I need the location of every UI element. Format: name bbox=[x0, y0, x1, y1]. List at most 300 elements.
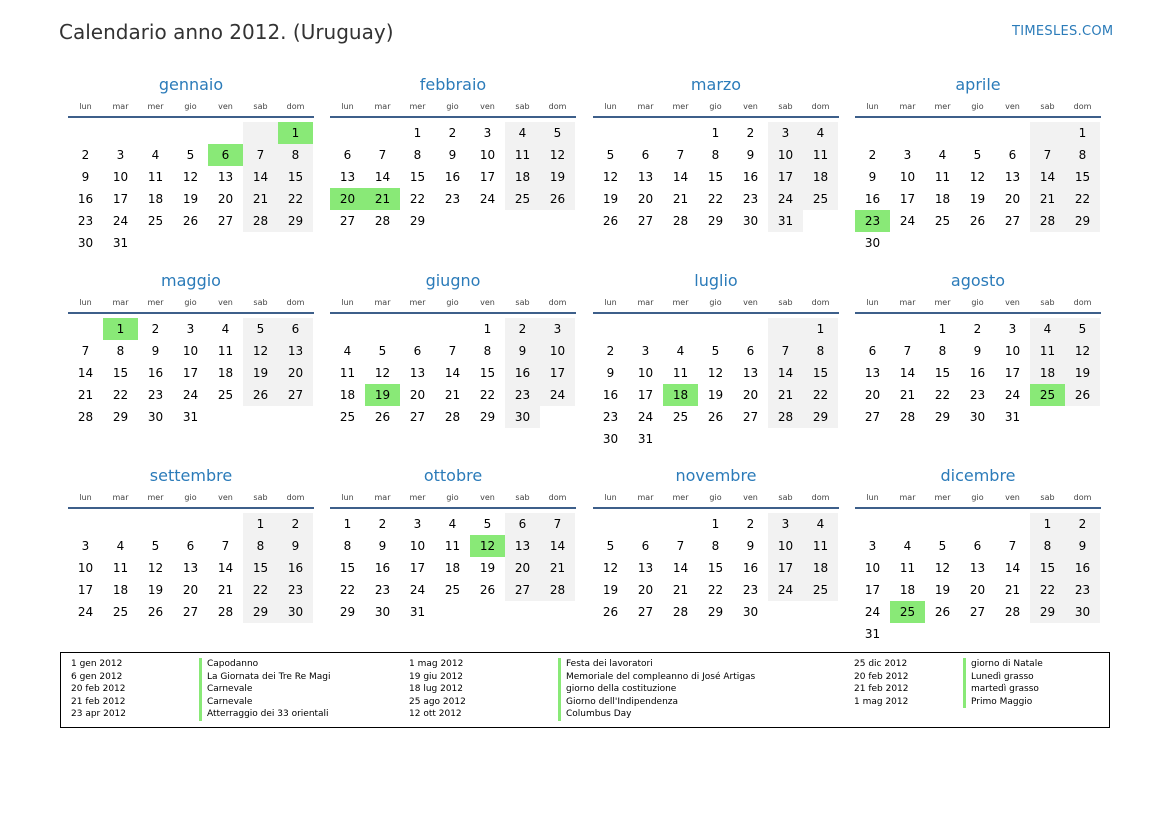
day-cell: 12 bbox=[243, 340, 278, 362]
legend-date: 1 gen 2012 bbox=[71, 659, 123, 669]
day-cell: 20 bbox=[864, 388, 881, 402]
day-cell: 8 bbox=[1065, 144, 1100, 166]
day-cell: 21 bbox=[672, 583, 689, 597]
day-cell: 26 bbox=[243, 384, 278, 406]
day-cell: 25 bbox=[672, 410, 689, 424]
week-row bbox=[593, 122, 839, 144]
weekday-label: mer bbox=[934, 298, 951, 307]
day-cell: 16 bbox=[969, 366, 986, 380]
day-cell: 24 bbox=[479, 192, 496, 206]
week-row bbox=[68, 535, 314, 557]
day-cell: 3 bbox=[903, 148, 912, 162]
weekday-label: gio bbox=[184, 298, 197, 307]
day-cell: 23 bbox=[969, 388, 986, 402]
day-cell: 10 bbox=[112, 170, 129, 184]
day-cell: 4 bbox=[938, 148, 947, 162]
week-row bbox=[330, 601, 576, 623]
day-cell: 1 bbox=[243, 513, 278, 535]
day-cell: 2 bbox=[278, 513, 313, 535]
day-cell: 14 bbox=[217, 561, 234, 575]
day-cell: 13 bbox=[742, 366, 759, 380]
day-cell: 31 bbox=[409, 605, 426, 619]
day-cell: 15 bbox=[339, 561, 356, 575]
day-cell: 20 bbox=[969, 583, 986, 597]
week-row bbox=[68, 601, 314, 623]
empty-cell bbox=[855, 318, 890, 340]
day-cell: 2 bbox=[151, 322, 160, 336]
week-row bbox=[330, 188, 576, 210]
legend-date: 21 feb 2012 bbox=[71, 696, 126, 707]
day-cell: 12 bbox=[470, 535, 505, 557]
day-cell: 2 bbox=[81, 148, 90, 162]
weekday-label: ven bbox=[1005, 102, 1020, 111]
day-cell: 4 bbox=[505, 122, 540, 144]
day-cell: 21 bbox=[540, 557, 575, 579]
legend-holiday-name: Capodanno bbox=[199, 658, 330, 671]
empty-cell bbox=[593, 513, 628, 535]
day-cell: 20 bbox=[1004, 192, 1021, 206]
empty-cell bbox=[208, 122, 243, 144]
day-cell: 16 bbox=[864, 192, 881, 206]
day-cell: 27 bbox=[217, 214, 234, 228]
day-cell: 28 bbox=[374, 214, 391, 228]
empty-cell bbox=[68, 122, 103, 144]
month-name: aprile bbox=[955, 75, 1001, 94]
weekday-label: mar bbox=[374, 493, 391, 502]
week-row bbox=[593, 557, 839, 579]
day-cell: 24 bbox=[864, 605, 881, 619]
day-cell: 20 bbox=[330, 188, 365, 210]
day-cell: 31 bbox=[182, 410, 199, 424]
day-cell: 27 bbox=[969, 605, 986, 619]
weekday-label: ven bbox=[1005, 298, 1020, 307]
day-cell: 22 bbox=[243, 579, 278, 601]
weekday-label: lun bbox=[604, 298, 617, 307]
day-cell: 16 bbox=[374, 561, 391, 575]
day-cell: 4 bbox=[1030, 318, 1065, 340]
weekday-label: dom bbox=[548, 102, 567, 111]
day-cell: 18 bbox=[147, 192, 164, 206]
day-cell: 8 bbox=[711, 148, 720, 162]
day-cell: 3 bbox=[116, 148, 125, 162]
day-cell: 24 bbox=[768, 188, 803, 210]
header-rule bbox=[68, 507, 314, 509]
day-cell: 14 bbox=[444, 366, 461, 380]
day-cell: 16 bbox=[602, 388, 619, 402]
weekday-label: dom bbox=[1073, 493, 1092, 502]
day-cell: 26 bbox=[1065, 384, 1100, 406]
day-cell: 12 bbox=[374, 366, 391, 380]
legend-holiday-name: Atterraggio dei 33 orientali bbox=[199, 708, 330, 721]
week-row bbox=[855, 144, 1101, 166]
week-row bbox=[68, 144, 314, 166]
weekday-header bbox=[68, 100, 314, 114]
day-cell: 10 bbox=[479, 148, 496, 162]
day-cell: 28 bbox=[672, 605, 689, 619]
empty-cell bbox=[505, 601, 540, 623]
legend-holiday-name: Columbus Day bbox=[558, 708, 755, 721]
day-cell: 9 bbox=[973, 344, 982, 358]
day-cell: 11 bbox=[505, 144, 540, 166]
day-cell: 21 bbox=[899, 388, 916, 402]
legend-date: 12 ott 2012 bbox=[409, 709, 462, 719]
day-grid bbox=[593, 122, 839, 232]
weekday-label: mer bbox=[934, 493, 951, 502]
day-cell: 15 bbox=[707, 561, 724, 575]
day-cell: 1 bbox=[938, 322, 947, 336]
day-cell: 5 bbox=[540, 122, 575, 144]
day-cell: 16 bbox=[742, 170, 759, 184]
legend-date: 21 feb 2012 bbox=[854, 684, 909, 694]
day-cell: 15 bbox=[1065, 166, 1100, 188]
day-cell: 20 bbox=[742, 388, 759, 402]
week-row bbox=[68, 210, 314, 232]
day-cell: 29 bbox=[1065, 210, 1100, 232]
day-cell: 8 bbox=[116, 344, 125, 358]
day-cell: 25 bbox=[217, 388, 234, 402]
weekday-label: mer bbox=[147, 102, 164, 111]
day-cell: 18 bbox=[899, 583, 916, 597]
weekday-label: mar bbox=[112, 298, 129, 307]
week-row bbox=[855, 557, 1101, 579]
weekday-header bbox=[593, 296, 839, 310]
day-cell: 15 bbox=[243, 557, 278, 579]
day-cell: 14 bbox=[768, 362, 803, 384]
empty-cell bbox=[173, 513, 208, 535]
weekday-header bbox=[855, 296, 1101, 310]
day-cell: 22 bbox=[803, 384, 838, 406]
month-name: marzo bbox=[690, 75, 742, 94]
empty-cell bbox=[628, 122, 663, 144]
month-name: settembre bbox=[149, 466, 233, 485]
empty-cell bbox=[173, 122, 208, 144]
day-cell: 28 bbox=[444, 410, 461, 424]
day-cell: 19 bbox=[479, 561, 496, 575]
day-cell: 11 bbox=[803, 535, 838, 557]
empty-cell bbox=[208, 232, 243, 254]
day-cell: 10 bbox=[768, 144, 803, 166]
day-cell: 24 bbox=[768, 579, 803, 601]
weekday-label: mar bbox=[899, 298, 916, 307]
empty-cell bbox=[628, 318, 663, 340]
day-cell: 4 bbox=[151, 148, 160, 162]
empty-cell bbox=[400, 318, 435, 340]
empty-cell bbox=[243, 232, 278, 254]
day-cell: 24 bbox=[409, 583, 426, 597]
weekday-label: gio bbox=[971, 102, 984, 111]
day-cell: 27 bbox=[864, 410, 881, 424]
day-cell: 17 bbox=[1004, 366, 1021, 380]
day-cell: 22 bbox=[1065, 188, 1100, 210]
day-cell: 17 bbox=[479, 170, 496, 184]
day-cell: 13 bbox=[637, 170, 654, 184]
month-luglio bbox=[593, 271, 839, 450]
day-cell: 26 bbox=[540, 188, 575, 210]
day-cell: 16 bbox=[742, 561, 759, 575]
day-cell: 1 bbox=[413, 126, 422, 140]
day-cell: 5 bbox=[938, 539, 947, 553]
weekday-label: sab bbox=[778, 493, 793, 502]
week-row bbox=[330, 406, 576, 428]
weekday-label: sab bbox=[253, 493, 268, 502]
day-cell: 13 bbox=[339, 170, 356, 184]
week-row bbox=[855, 535, 1101, 557]
weekday-label: lun bbox=[866, 493, 879, 502]
day-cell: 22 bbox=[339, 583, 356, 597]
day-cell: 12 bbox=[707, 366, 724, 380]
day-cell: 10 bbox=[864, 561, 881, 575]
day-cell: 20 bbox=[217, 192, 234, 206]
week-row bbox=[855, 210, 1101, 232]
day-cell: 26 bbox=[479, 583, 496, 597]
day-cell: 21 bbox=[365, 188, 400, 210]
day-cell: 18 bbox=[112, 583, 129, 597]
day-cell: 28 bbox=[1030, 210, 1065, 232]
day-grid bbox=[855, 318, 1101, 428]
weekday-label: sab bbox=[1040, 493, 1055, 502]
empty-cell bbox=[768, 428, 803, 450]
header-rule bbox=[68, 116, 314, 118]
day-cell: 29 bbox=[934, 410, 951, 424]
header-rule bbox=[593, 312, 839, 314]
weekday-label: sab bbox=[253, 298, 268, 307]
weekday-label: ven bbox=[743, 102, 758, 111]
empty-cell bbox=[435, 318, 470, 340]
day-cell: 19 bbox=[969, 192, 986, 206]
month-maggio bbox=[68, 271, 314, 428]
day-cell: 20 bbox=[637, 583, 654, 597]
day-cell: 30 bbox=[1065, 601, 1100, 623]
day-cell: 1 bbox=[711, 517, 720, 531]
day-cell: 21 bbox=[768, 384, 803, 406]
day-cell: 23 bbox=[602, 410, 619, 424]
day-cell: 30 bbox=[278, 601, 313, 623]
day-cell: 11 bbox=[899, 561, 916, 575]
day-cell: 5 bbox=[711, 344, 720, 358]
day-cell: 16 bbox=[77, 192, 94, 206]
month-giugno bbox=[330, 271, 576, 428]
day-cell: 18 bbox=[1030, 362, 1065, 384]
empty-cell bbox=[663, 513, 698, 535]
weekday-label: lun bbox=[79, 102, 92, 111]
month-name: maggio bbox=[161, 271, 221, 290]
day-cell: 9 bbox=[746, 539, 755, 553]
day-cell: 8 bbox=[1030, 535, 1065, 557]
day-cell: 8 bbox=[278, 144, 313, 166]
weekday-label: mar bbox=[637, 298, 654, 307]
day-cell: 18 bbox=[339, 388, 356, 402]
day-cell: 5 bbox=[606, 539, 615, 553]
day-grid bbox=[68, 318, 314, 428]
day-cell: 5 bbox=[973, 148, 982, 162]
week-row bbox=[593, 428, 839, 450]
legend-holiday-name: Primo Maggio bbox=[963, 696, 1043, 709]
day-cell: 18 bbox=[803, 557, 838, 579]
weekday-label: lun bbox=[604, 493, 617, 502]
day-cell: 31 bbox=[112, 236, 129, 250]
empty-cell bbox=[925, 122, 960, 144]
day-cell: 25 bbox=[934, 214, 951, 228]
day-cell: 28 bbox=[672, 214, 689, 228]
empty-cell bbox=[68, 318, 103, 340]
empty-cell bbox=[768, 318, 803, 340]
empty-cell bbox=[1030, 232, 1065, 254]
empty-cell bbox=[960, 232, 995, 254]
day-cell: 22 bbox=[934, 388, 951, 402]
week-row bbox=[68, 122, 314, 144]
empty-cell bbox=[593, 122, 628, 144]
week-row bbox=[68, 513, 314, 535]
day-cell: 29 bbox=[339, 605, 356, 619]
day-cell: 16 bbox=[278, 557, 313, 579]
month-dicembre bbox=[855, 466, 1101, 645]
week-row bbox=[855, 340, 1101, 362]
month-marzo bbox=[593, 75, 839, 232]
empty-cell bbox=[803, 210, 838, 232]
weekday-label: gio bbox=[446, 493, 459, 502]
day-cell: 18 bbox=[663, 384, 698, 406]
day-cell: 17 bbox=[637, 388, 654, 402]
day-cell: 25 bbox=[1030, 384, 1065, 406]
empty-cell bbox=[243, 122, 278, 144]
week-row bbox=[855, 166, 1101, 188]
weekday-label: sab bbox=[1040, 102, 1055, 111]
day-cell: 15 bbox=[112, 366, 129, 380]
day-cell: 7 bbox=[448, 344, 457, 358]
empty-cell bbox=[103, 513, 138, 535]
day-cell: 8 bbox=[413, 148, 422, 162]
day-cell: 29 bbox=[1030, 601, 1065, 623]
month-name: giugno bbox=[425, 271, 481, 290]
day-grid bbox=[68, 513, 314, 623]
week-row bbox=[593, 362, 839, 384]
weekday-label: dom bbox=[286, 102, 305, 111]
day-cell: 23 bbox=[444, 192, 461, 206]
day-cell: 30 bbox=[77, 236, 94, 250]
day-cell: 26 bbox=[602, 214, 619, 228]
day-cell: 20 bbox=[637, 192, 654, 206]
day-cell: 24 bbox=[77, 605, 94, 619]
weekday-label: mar bbox=[112, 102, 129, 111]
empty-cell bbox=[1030, 623, 1065, 645]
day-cell: 12 bbox=[969, 170, 986, 184]
week-row bbox=[593, 210, 839, 232]
empty-cell bbox=[890, 623, 925, 645]
empty-cell bbox=[663, 122, 698, 144]
day-cell: 3 bbox=[641, 344, 650, 358]
day-cell: 6 bbox=[641, 539, 650, 553]
weekday-label: mar bbox=[637, 493, 654, 502]
day-cell: 2 bbox=[378, 517, 387, 531]
day-cell: 13 bbox=[637, 561, 654, 575]
day-cell: 18 bbox=[934, 192, 951, 206]
empty-cell bbox=[733, 428, 768, 450]
empty-cell bbox=[733, 318, 768, 340]
day-cell: 9 bbox=[868, 170, 877, 184]
site-link[interactable]: TIMESLES.COM bbox=[1012, 24, 1114, 39]
day-cell: 14 bbox=[540, 535, 575, 557]
day-cell: 28 bbox=[243, 210, 278, 232]
week-row bbox=[855, 122, 1101, 144]
weekday-label: lun bbox=[79, 493, 92, 502]
day-cell: 21 bbox=[1030, 188, 1065, 210]
day-cell: 17 bbox=[409, 561, 426, 575]
day-cell: 28 bbox=[899, 410, 916, 424]
day-cell: 3 bbox=[186, 322, 195, 336]
header-rule bbox=[855, 116, 1101, 118]
day-cell: 7 bbox=[1008, 539, 1017, 553]
day-cell: 2 bbox=[505, 318, 540, 340]
day-cell: 4 bbox=[221, 322, 230, 336]
weekday-label: sab bbox=[778, 102, 793, 111]
day-cell: 15 bbox=[479, 366, 496, 380]
day-cell: 5 bbox=[186, 148, 195, 162]
day-cell: 8 bbox=[343, 539, 352, 553]
legend-date: 18 lug 2012 bbox=[409, 684, 463, 694]
weekday-label: dom bbox=[548, 493, 567, 502]
weekday-label: gio bbox=[184, 102, 197, 111]
empty-cell bbox=[138, 232, 173, 254]
weekday-label: lun bbox=[341, 102, 354, 111]
day-cell: 22 bbox=[112, 388, 129, 402]
day-cell: 19 bbox=[934, 583, 951, 597]
day-cell: 9 bbox=[1065, 535, 1100, 557]
day-cell: 1 bbox=[803, 318, 838, 340]
day-cell: 17 bbox=[768, 166, 803, 188]
day-cell: 10 bbox=[409, 539, 426, 553]
empty-cell bbox=[138, 122, 173, 144]
weekday-label: lun bbox=[866, 298, 879, 307]
legend-names-column bbox=[558, 658, 755, 721]
week-row bbox=[855, 232, 1101, 254]
day-cell: 6 bbox=[278, 318, 313, 340]
header-rule bbox=[855, 312, 1101, 314]
empty-cell bbox=[593, 318, 628, 340]
day-cell: 6 bbox=[868, 344, 877, 358]
day-cell: 25 bbox=[505, 188, 540, 210]
day-cell: 5 bbox=[483, 517, 492, 531]
day-cell: 12 bbox=[540, 144, 575, 166]
day-cell: 26 bbox=[707, 410, 724, 424]
day-cell: 15 bbox=[707, 170, 724, 184]
day-cell: 3 bbox=[868, 539, 877, 553]
empty-cell bbox=[995, 623, 1030, 645]
weekday-label: mer bbox=[409, 493, 426, 502]
month-ottobre bbox=[330, 466, 576, 623]
empty-cell bbox=[995, 513, 1030, 535]
day-cell: 9 bbox=[606, 366, 615, 380]
day-cell: 4 bbox=[803, 122, 838, 144]
empty-cell bbox=[1030, 406, 1065, 428]
day-cell: 3 bbox=[540, 318, 575, 340]
day-cell: 22 bbox=[479, 388, 496, 402]
weekday-label: gio bbox=[184, 493, 197, 502]
empty-cell bbox=[925, 232, 960, 254]
day-cell: 7 bbox=[378, 148, 387, 162]
day-cell: 26 bbox=[374, 410, 391, 424]
week-row bbox=[330, 362, 576, 384]
legend-names-column bbox=[963, 658, 1043, 708]
empty-cell bbox=[470, 210, 505, 232]
month-name: febbraio bbox=[419, 75, 487, 94]
day-cell: 25 bbox=[444, 583, 461, 597]
day-cell: 14 bbox=[1004, 561, 1021, 575]
day-cell: 28 bbox=[77, 410, 94, 424]
empty-cell bbox=[995, 232, 1030, 254]
day-cell: 1 bbox=[711, 126, 720, 140]
day-cell: 21 bbox=[1004, 583, 1021, 597]
week-row bbox=[593, 144, 839, 166]
